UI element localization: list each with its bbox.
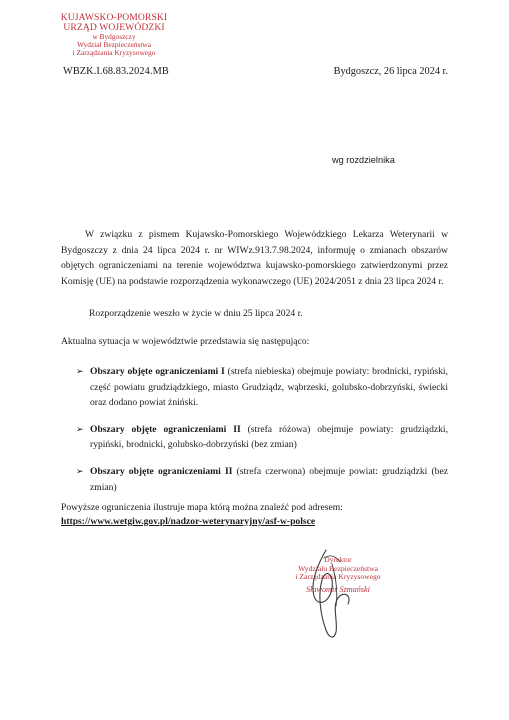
map-link[interactable]: https://www.wetgiw.gov.pl/nadzor-weterynaryjny/asf-w-polsce (61, 516, 316, 527)
reference-number: WBZK.I.68.83.2024.MB (63, 66, 169, 77)
list-item-text: (strefa czerwona) obejmuje powiat: grudziądzki (bez zmian) (90, 465, 448, 493)
place-date: Bydgoszcz, 26 lipca 2024 r. (333, 66, 448, 77)
arrow-bullet-icon: ➢ (76, 366, 84, 376)
arrow-bullet-icon: ➢ (76, 465, 84, 476)
list-item (78, 422, 448, 453)
list-item-text: (strefa niebieska) obejmuje powiaty: brodnicki, rypiński, część powiatu grudziądzkiego, miasto Grudziądz, wąbrzeski, golubsko-dobrzyński, świecki oraz dodano powiat żniński. (90, 366, 448, 409)
stamp-line-4: Wydział Bezpieczeństwa (76, 39, 152, 49)
paragraph-situation: Aktualna sytuacja w województwie przedstawia się następująco: (61, 336, 310, 347)
list-item-text: (strefa różowa) obejmuje powiaty: grudziądzki, rypiński, brodnicki, golubsko-dobrzyński (bez zmian) (90, 423, 448, 451)
signer-department: Wydziału Bezpieczeństwa (298, 563, 378, 573)
stamp-line-2: URZĄD WOJEWÓDZKI (63, 22, 165, 34)
paragraph-map-info: Powyższe ograniczenia ilustruje mapa którą można znaleźć pod adresem: (61, 502, 343, 513)
list-item (78, 464, 448, 495)
handwritten-signature (296, 544, 366, 644)
signer-department-2: i Zarządzania Kryzysowego (295, 572, 381, 581)
stamp-line-3: w Bydgoszczy (92, 32, 136, 42)
letter-body (61, 227, 448, 289)
list-item-heading: Obszary objęte ograniczeniami II (90, 423, 241, 435)
list-item-heading: Obszary objęte ograniczeniami I (90, 366, 225, 377)
arrow-bullet-icon: ➢ (76, 423, 84, 434)
signer-name: Sławomir Szmański (306, 584, 370, 594)
stamp-line-1: KUJAWSKO-POMORSKI (60, 12, 168, 23)
paragraph-effective-date: Rozporządzenie weszło w życie w dniu 25 lipca 2024 r. (89, 308, 303, 319)
recipient: wg rozdzielnika (332, 155, 395, 165)
stamp-line-5: i Zarządzania Kryzysowego (72, 47, 156, 57)
restriction-list (78, 364, 448, 506)
office-stamp (54, 13, 174, 56)
signer-title: Dyrektor (324, 555, 352, 564)
list-item (78, 364, 448, 411)
list-item-heading: Obszary objęte ograniczeniami II (90, 465, 233, 477)
paragraph-intro: W związku z pismem Kujawsko-Pomorskiego Wojewódzkiego Lekarza Weterynarii w Bydgoszczy z dnia 24 lipca 2024 r. nr WIWz.913.7.98.2024, informuję o zmianach obszarów objętych ograniczeniami na terenie województwa kujawsko-pomorskiego zatwierdzonymi przez Komisję (UE) na podstawie rozporządzenia wykonawczego (UE) 2024/2051 z dnia 23 lipca 2024 r. (61, 229, 448, 287)
